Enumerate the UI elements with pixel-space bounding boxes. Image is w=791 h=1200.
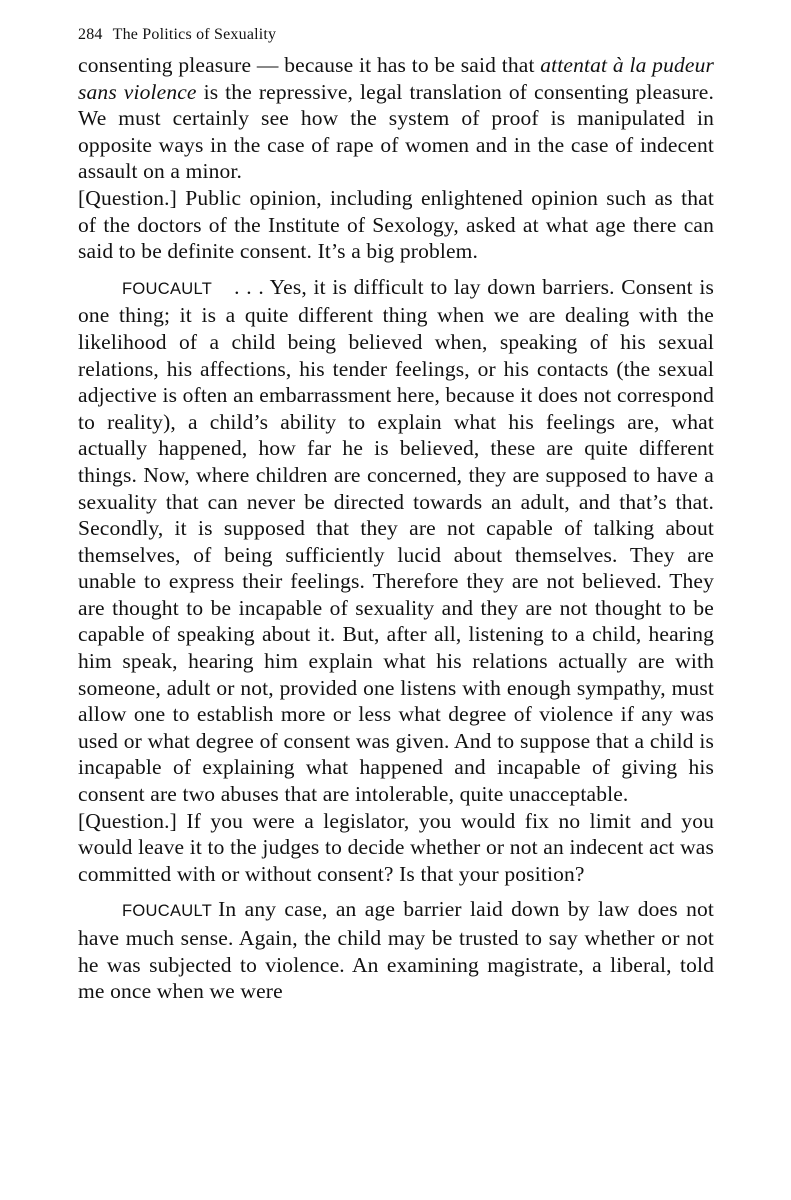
speaker-label: FOUCAULT — [122, 279, 213, 298]
paragraph-text: [Question.] If you were a legislator, you would fix no limit and you would leave it to the judges to decide whether or not an indecent act was committed with or without consent? Is that your position? — [78, 808, 714, 886]
paragraph-continuation — [78, 52, 714, 185]
running-title: The Politics of Sexuality — [112, 26, 277, 43]
book-page — [78, 22, 714, 1005]
question-paragraph — [78, 808, 714, 888]
question-paragraph — [78, 185, 714, 265]
paragraph-text: In any case, an age barrier laid down by law does not have much sense. Again, the child may be trusted to say whether or not he was subjected to violence. An examining magistrate, a liberal, told me once when we were — [78, 897, 714, 1004]
speaker-label: FOUCAULT — [122, 902, 213, 921]
page-number: 284 — [78, 26, 103, 43]
answer-paragraph — [78, 274, 714, 808]
paragraph-text: is the repressive, legal translation of consenting pleasure. We must certainly see how the system of proof is manipulated in opposite ways in the case of rape of women and in the case of indecent assault on a minor. — [78, 79, 714, 184]
italic-phrase: attentat à la pudeur sans violence — [78, 53, 714, 104]
paragraph-text: consenting pleasure — because it has to be said that — [78, 53, 541, 77]
paragraph-text: . . . Yes, it is difficult to lay down barriers. Consent is one thing; it is a quite different thing when we are dealing with the likelihood of a child being believed when, speaking of his sexual relations, his affections, his tender feelings, or his contacts (the sexual adjective is often an embarrassment here, because it does not correspond to reality), a child’s ability to explain what his feelings are, what actually happened, how far he is believed, these are quite different things. Now, where children are concerned, they are supposed to have a sexuality that can never be directed towards an adult, and that’s that. Secondly, it is supposed that they are not capable of talking about themselves, of being sufficiently lucid about themselves. They are unable to express their feelings. Therefore they are not believed. They are thought to be incapable of sexuality and they are not thought to be capable of speaking about it. But, after all, listening to a child, hearing him speak, hearing him explain what his relations actually are with someone, adult or not, provided one listens with enough sympathy, must allow one to establish more or less what degree of violence if any was used or what degree of consent was given. And to suppose that a child is incapable of explaining what happened and incapable of giving his consent are two abuses that are intolerable, quite unacceptable. — [78, 274, 714, 807]
paragraph-text: [Question.] Public opinion, including enlightened opinion such as that of the doctors of the Institute of Sexology, asked at what age there can said to be definite consent. It’s a big problem. — [78, 185, 714, 264]
running-head — [78, 22, 714, 48]
answer-paragraph — [78, 896, 714, 1004]
